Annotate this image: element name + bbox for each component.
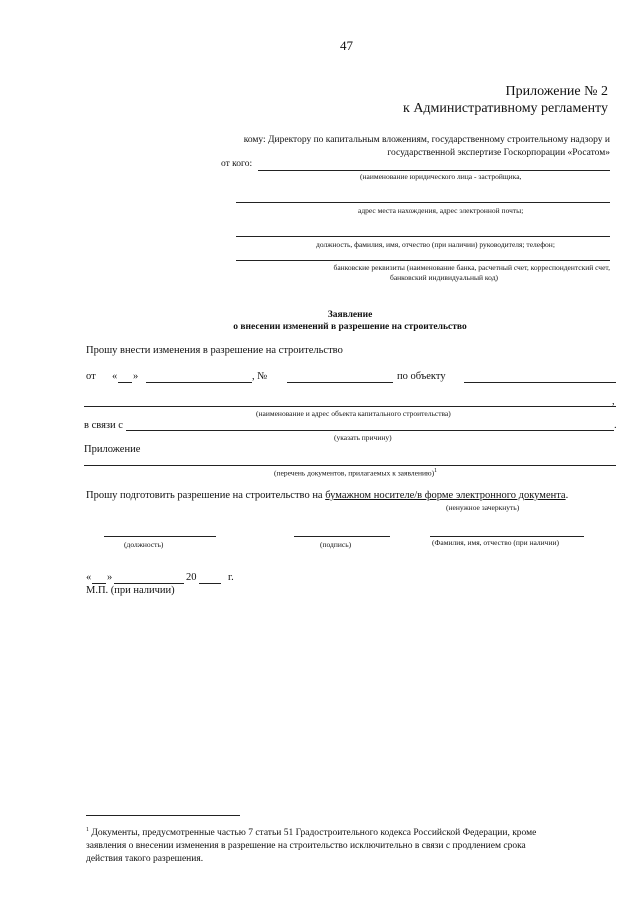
from-field-line[interactable] (258, 170, 610, 171)
reason-field[interactable] (126, 430, 614, 431)
prepare-option[interactable]: бумажном носителе/в форме электронного документа (325, 490, 566, 501)
from-caption-3: должность, фамилия, имя, отчество (при наличии) руководителя; телефон; (316, 240, 555, 249)
footnote-divider (86, 815, 240, 816)
sign-date-close: » (107, 572, 113, 583)
attachment-caption: (перечень документов, прилагаемых к заявлению)$^1$ (274, 468, 438, 478)
attachment-field[interactable] (84, 465, 616, 466)
fio-field[interactable] (430, 536, 584, 537)
position-field[interactable] (104, 536, 216, 537)
attachment-label: Приложение (84, 444, 141, 455)
sign-year-prefix: 20 (186, 572, 197, 583)
fio-caption: (Фамилия, имя, отчество (при наличии) (432, 538, 559, 547)
prepare-sentence: Прошу подготовить разрешение на строительство на бумажном носителе/в форме электронного документа. (86, 490, 569, 501)
sign-month-field[interactable] (114, 583, 184, 584)
addressee-line-2: государственной экспертизе Госкорпорации «Росатом» (387, 148, 610, 158)
permit-number-field[interactable] (287, 382, 393, 383)
number-sign: , № (252, 371, 268, 382)
from-word: от (86, 371, 96, 382)
reason-caption: (указать причину) (334, 433, 392, 442)
bank-field-line[interactable] (236, 260, 610, 261)
from-caption-4b: банковский индивидуальный код) (390, 273, 499, 282)
signature-field[interactable] (294, 536, 390, 537)
strike-caption: (ненужное зачеркнуть) (446, 503, 520, 512)
page-number: 47 (340, 38, 353, 53)
address-field-line[interactable] (236, 202, 610, 203)
from-label: от кого: (221, 159, 253, 169)
reason-dot: . (614, 420, 617, 431)
document-subtitle: о внесении изменений в разрешение на строительство (233, 322, 467, 332)
sign-year-suffix: г. (228, 572, 234, 583)
head-field-line[interactable] (236, 236, 610, 237)
signature-caption: (подпись) (320, 540, 352, 549)
quote-close: » (133, 371, 139, 382)
regulation-title: к Административному регламенту (403, 101, 608, 116)
footnote: $^1$ Документы, предусмотренные частью 7 статьи 51 Градостроительного кодекса Российской Федерации, кроме заявления о внесении изменения в разрешение на строительство исключительно в связи с продлением срока действия такого разрешения. (86, 827, 537, 865)
reason-label: в связи с (84, 420, 123, 431)
document-title: Заявление (327, 310, 373, 320)
request-text: Прошу внести изменения в разрешение на строительство (86, 345, 343, 356)
object-caption: (наименование и адрес объекта капитального строительства) (256, 409, 451, 418)
stamp-text: М.П. (при наличии) (86, 585, 175, 596)
sign-year-field[interactable] (199, 583, 221, 584)
quote-open: « (112, 371, 118, 382)
object-comma: , (612, 396, 615, 407)
appendix-title: Приложение № 2 (505, 84, 608, 99)
from-caption-1: (наименование юридического лица - застройщика, (360, 172, 522, 181)
permit-date-field[interactable] (146, 382, 252, 383)
object-label: по объекту (397, 371, 446, 382)
sign-date-open: « (86, 572, 92, 583)
permit-day-field[interactable] (118, 382, 132, 383)
object-field-line-1[interactable] (464, 382, 616, 383)
addressee-line-1: кому: Директору по капитальным вложениям, государственному строительному надзору и (243, 135, 610, 145)
from-caption-2: адрес места нахождения, адрес электронной почты; (358, 206, 524, 215)
sign-day-field[interactable] (92, 583, 106, 584)
position-caption: (должность) (124, 540, 164, 549)
object-field-line-2[interactable] (84, 406, 616, 407)
from-caption-4a: банковские реквизиты (наименование банка, расчетный счет, корреспондентский счет, (333, 263, 610, 272)
